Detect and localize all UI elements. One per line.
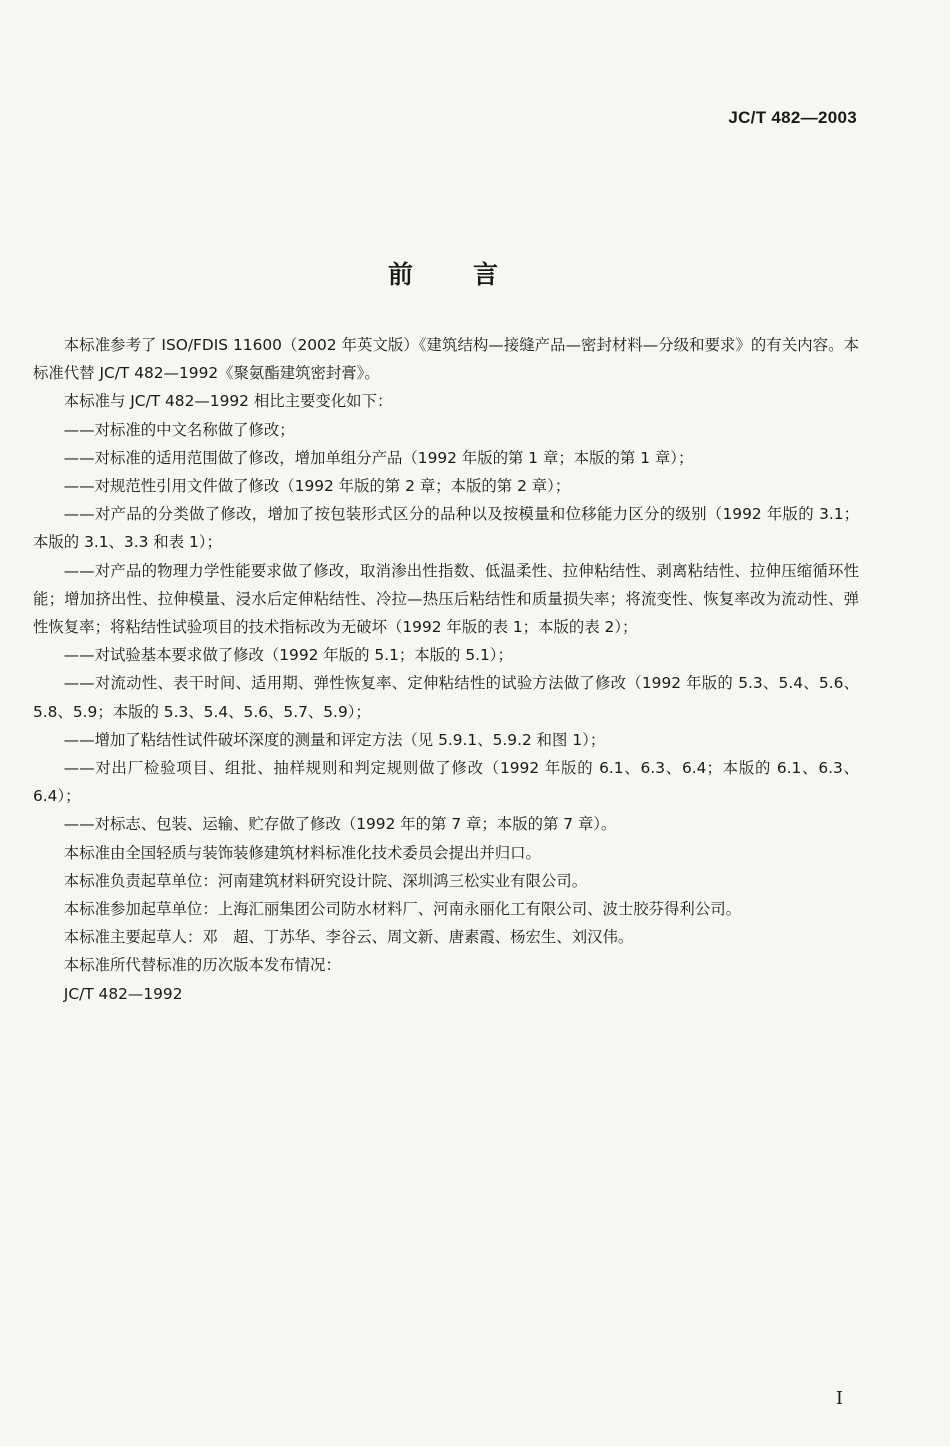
paragraph-history-version: JC/T 482—1992 xyxy=(63,984,183,1003)
change-item: ——对标志、包装、运输、贮存做了修改（1992 年的第 7 章；本版的第 7 章）。 xyxy=(63,815,617,834)
preface-body xyxy=(33,331,859,1008)
page-number: I xyxy=(835,1388,843,1409)
change-item: ——对流动性、表干时间、适用期、弹性恢复率、定伸粘结性的试验方法做了修改（1992 年版的 5.3、5.4、5.6、5.8、5.9；本版的 5.3、5.4、5.6、5.7、5.9）； xyxy=(33,674,859,721)
paragraph-committee: 本标准由全国轻质与装饰装修建筑材料标准化技术委员会提出并归口。 xyxy=(63,843,541,862)
paragraph-participating-drafters: 本标准参加起草单位：上海汇丽集团公司防水材料厂、河南永丽化工有限公司、波士胶芬得利公司。 xyxy=(63,900,741,919)
change-item: ——对标准的中文名称做了修改； xyxy=(63,420,295,439)
paragraph-reference: 本标准参考了 ISO/FDIS 11600（2002 年英文版）《建筑结构—接缝产品—密封材料—分级和要求》的有关内容。本标准代替 JC/T 482—1992《聚氨酯建筑密封膏》。 xyxy=(33,336,859,383)
paragraph-responsible-drafter: 本标准负责起草单位：河南建筑材料研究设计院、深圳鸿三松实业有限公司。 xyxy=(63,871,588,890)
paragraph-main-drafters: 本标准主要起草人：邓 超、丁苏华、李谷云、周文新、唐素霞、杨宏生、刘汉伟。 xyxy=(63,928,634,947)
change-item: ——对出厂检验项目、组批、抽样规则和判定规则做了修改（1992 年版的 6.1、6.3、6.4；本版的 6.1、6.3、6.4）； xyxy=(33,759,859,806)
change-item: ——对产品的分类做了修改，增加了按包装形式区分的品种以及按模量和位移能力区分的级别（1992 年版的 3.1；本版的 3.1、3.3 和表 1）； xyxy=(33,505,859,552)
paragraph-changes-intro: 本标准与 JC/T 482—1992 相比主要变化如下： xyxy=(63,392,393,411)
page-title: 前言 xyxy=(387,260,558,289)
document-code: JC/T 482—2003 xyxy=(728,108,857,127)
paragraph-history-intro: 本标准所代替标准的历次版本发布情况： xyxy=(63,956,341,975)
change-item: ——对规范性引用文件做了修改（1992 年版的第 2 章；本版的第 2 章）； xyxy=(63,477,571,496)
change-item: ——增加了粘结性试件破坏深度的测量和评定方法（见 5.9.1、5.9.2 和图 1）； xyxy=(63,730,606,749)
change-item: ——对试验基本要求做了修改（1992 年版的 5.1；本版的 5.1）； xyxy=(63,646,513,665)
change-item: ——对产品的物理力学性能要求做了修改，取消渗出性指数、低温柔性、拉伸粘结性、剥离粘结性、拉伸压缩循环性能；增加挤出性、拉伸模量、浸水后定伸粘结性、冷拉—热压后粘结性和质量损失率；将流变性、恢复率改为流动性、弹性恢复率；将粘结性试验项目的技术指标改为无破坏（1992 年版的表 1；本版的表 2）； xyxy=(33,561,859,637)
change-item: ——对标准的适用范围做了修改，增加单组分产品（1992 年版的第 1 章；本版的第 1 章）； xyxy=(63,448,694,467)
